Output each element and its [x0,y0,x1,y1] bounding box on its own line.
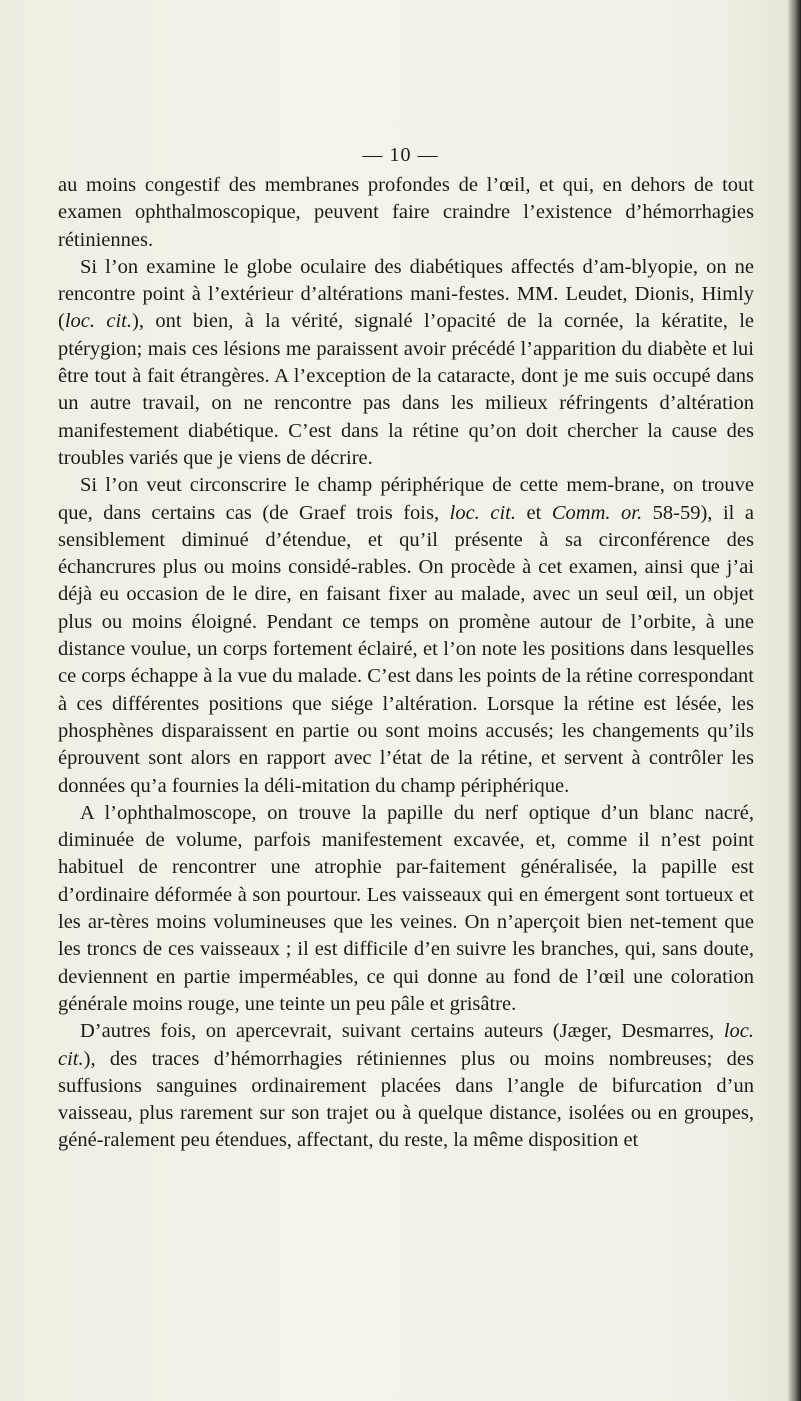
paragraph-p1 [58,172,754,254]
page-number: — 10 — [362,144,439,166]
text-run: Si l’on examine le globe oculaire des diabétiques affectés d’am-blyopie, on ne rencontre point à l’extérieur d’altérations mani-festes. MM. Leudet, Dionis, Himly ( [58,255,754,333]
italic-citation: loc. cit. [449,501,516,524]
italic-citation: Comm. or. [551,501,643,524]
text-run: A l’ophthalmoscope, on trouve la papille du nerf optique d’un blanc nacré, diminuée de volume, parfois manifestement excavée, et, comme il n’est point habituel de rencontrer une atrophie par-faitement généralisée, la papille est d’ordinaire déformée à son pourtour. Les vaisseaux qui en émergent sont tortueux et les ar-tères moins volumineuses que les veines. On n’aperçoit bien net-tement que les troncs de ces vaisseaux ; il est difficile d’en suivre les branches, qui, sans doute, deviennent en partie imperméables, ce qui donne au fond de l’œil une coloration générale moins rouge, une teinte un peu pâle et grisâtre. [58,801,754,1015]
paragraph-p4 [58,800,754,1018]
paragraph-p5 [58,1018,754,1154]
text-run: et [515,501,552,524]
text-run: ), des traces d’hémorrhagies rétiniennes plus ou moins nombreuses; des suffusions sanguines ordinairement placées dans l’angle de bifurcation d’un vaisseau, plus rarement sur son trajet ou à quelque distance, isolées ou en groupes, géné-ralement peu étendues, affectant, du reste, la même disposition et [58,1047,754,1152]
italic-citation: loc. cit. [64,310,132,333]
text-run: ), ont bien, à la vérité, signalé l’opacité de la cornée, la kératite, le ptérygion; mais ces lésions me paraissent avoir précédé l’apparition du diabète et lui être tout à fait étrangères. A l’exception de la cataracte, dont je me suis occupé dans un autre travail, on ne rencontre pas dans les milieux réfringents d’altération manifestement diabétique. C’est dans la rétine qu’on doit chercher la cause des troubles variés que je viens de décrire. [58,310,754,469]
paragraph-p3 [58,472,754,800]
text-run: D’autres fois, on apercevrait, suivant certains auteurs (Jæger, Desmarres, [80,1020,724,1043]
text-run: Si l’on veut circonscrire le champ périphérique de cette mem-brane, on trouve que, dans certains cas (de Graef trois fois, [58,474,754,524]
page-edge-shadow [787,0,801,1401]
text-run: au moins congestif des membranes profondes de l’œil, et qui, en dehors de tout examen ophthalmoscopique, peuvent faire craindre l’existence d’hémorrhagies rétiniennes. [58,174,754,251]
text-run: 58-59), il a sensiblement diminué d’étendue, et qu’il présente à sa circonférence des échancrures plus ou moins considé-rables. On procède à cet examen, ainsi que j’ai déjà eu occasion de le dire, en faisant fixer au malade, avec un seul œil, un objet plus ou moins éloigné. Pendant ce temps on promène autour de l’orbite, à une distance voulue, un corps fortement éclairé, et l’on note les positions dans lesquelles ce corps échappe à la vue du malade. C’est dans les points de la rétine correspondant à ces différentes positions que siége l’altération. Lorsque la rétine est lésée, les phosphènes disparaissent en partie ou sont moins accusés; les changements qu’ils éprouvent sont alors en rapport avec l’état de la rétine, et servent à contrôler les données qu’a fournies la déli-mitation du champ périphérique. [58,501,754,797]
paragraph-p2 [58,254,754,472]
body-text [58,172,754,1155]
italic-citation: loc. cit. [58,1020,754,1070]
